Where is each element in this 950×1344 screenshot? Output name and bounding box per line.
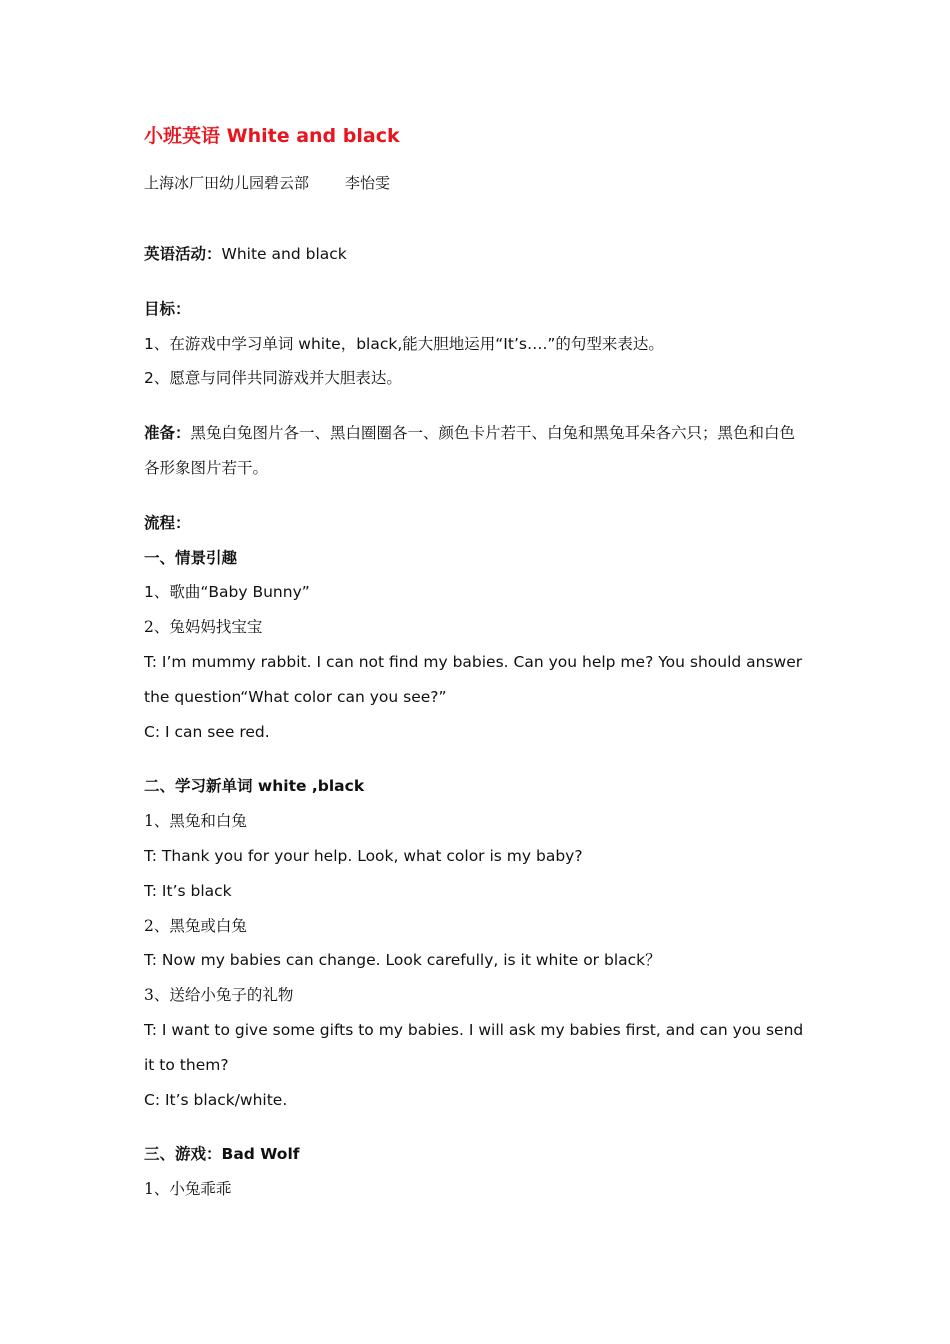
section-heading: 一、情景引趣 (144, 548, 238, 567)
section-line: T: I want to give some gifts to my babies. I will ask my babies first, and can you send it to them? (144, 1020, 809, 1074)
section-line: 1、黑兔和白兔 (144, 812, 247, 831)
goal-item: 2、愿意与同伴共同游戏并大胆表达。 (144, 369, 402, 388)
section-heading: 二、学习新单词 white ,black (144, 777, 365, 796)
section-heading: 三、游戏：Bad Wolf (144, 1145, 300, 1164)
activity-label: 英语活动： (144, 245, 222, 263)
prep-text: 黑兔白兔图片各一、黑白圈圈各一、颜色卡片若干、白兔和黑兔耳朵各六只；黑色和白色各形象图片若干。 (144, 424, 796, 477)
document-page (144, 120, 809, 1207)
section-line: T: Now my babies can change. Look carefully, is it white or black？ (144, 951, 661, 970)
section-line: 1、小兔乖乖 (144, 1180, 232, 1199)
activity-line (144, 237, 804, 272)
prep-label: 准备： (144, 424, 191, 443)
section-line: 1、歌曲“Baby Bunny” (144, 583, 310, 602)
goal-item: 1、在游戏中学习单词 white，black,能大胆地运用“It’s….”的句型来表达。 (144, 334, 664, 353)
activity-value: White and black (221, 245, 347, 263)
preparation-paragraph (144, 416, 804, 486)
byline (144, 167, 804, 199)
school-name: 上海冰厂田幼儿园碧云部 (144, 174, 310, 192)
section-line: C: It’s black/white. (144, 1090, 288, 1109)
section-line: C: I can see red. (144, 722, 270, 741)
section-line: 3、送给小兔子的礼物 (144, 986, 294, 1005)
section-line: T: It’s black (144, 881, 232, 900)
section-line: 2、兔妈妈找宝宝 (144, 618, 263, 637)
section-line: T: Thank you for your help. Look, what color is my baby? (144, 846, 583, 865)
section-line: 2、黑兔或白兔 (144, 916, 247, 935)
author-name: 李怡雯 (345, 174, 391, 192)
goals-heading: 目标： (144, 299, 191, 318)
section-line: T: I’m mummy rabbit. I can not find my babies. Can you help me? You should answer the question“What color can you see?” (144, 652, 808, 706)
process-heading: 流程： (144, 513, 191, 532)
page-title: 小班英语 White and black (144, 125, 400, 147)
